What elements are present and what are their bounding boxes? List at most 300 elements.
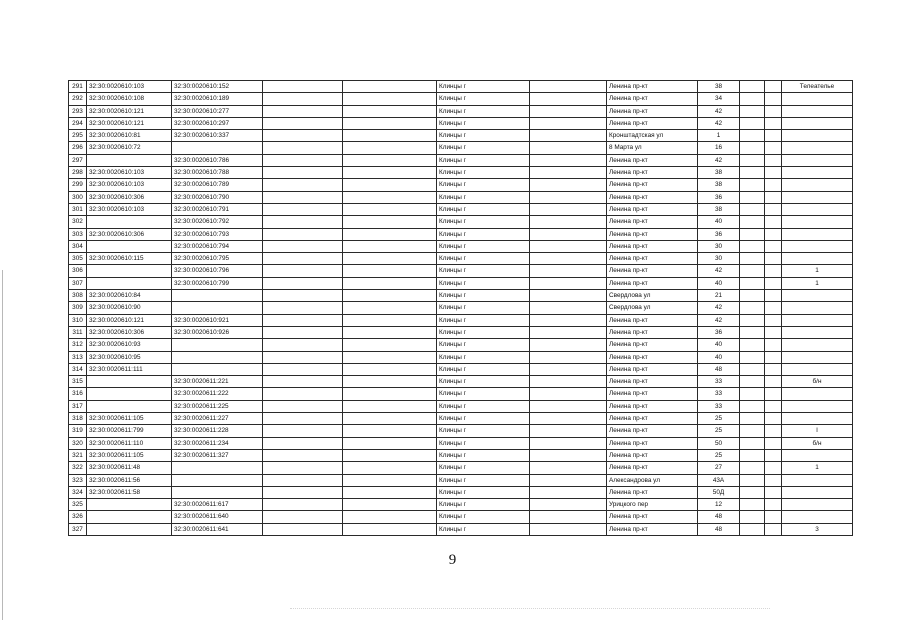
empty-cell (343, 228, 437, 240)
empty-cell (263, 425, 343, 437)
city-cell: Клинцы г (437, 142, 530, 154)
row-number: 316 (69, 388, 87, 400)
street-cell: Ленина пр-кт (607, 253, 698, 265)
empty-cell (740, 253, 765, 265)
empty-cell (740, 437, 765, 449)
cadastral-number-2: 32:30:0020610:793 (172, 228, 263, 240)
street-cell: Ленина пр-кт (607, 93, 698, 105)
empty-cell (343, 413, 437, 425)
empty-cell (740, 216, 765, 228)
street-cell: Свердлова ул (607, 290, 698, 302)
cadastral-number-1: 32:30:0020610:103 (87, 167, 172, 179)
note-cell: I (782, 425, 853, 437)
table-row (69, 437, 853, 449)
empty-cell (263, 499, 343, 511)
cadastral-number-2: 32:30:0020611:225 (172, 400, 263, 412)
table-row (69, 253, 853, 265)
empty-cell (740, 413, 765, 425)
empty-cell (530, 277, 607, 289)
city-cell: Клинцы г (437, 240, 530, 252)
note-cell (782, 179, 853, 191)
house-cell: 27 (698, 462, 740, 474)
cadastral-number-2: 32:30:0020611:222 (172, 388, 263, 400)
empty-cell (765, 314, 782, 326)
empty-cell (530, 265, 607, 277)
street-cell: Кронштадтская ул (607, 130, 698, 142)
cadastral-number-1: 32:30:0020610:93 (87, 339, 172, 351)
empty-cell (343, 240, 437, 252)
cadastral-number-1 (87, 511, 172, 523)
table-row (69, 425, 853, 437)
empty-cell (530, 351, 607, 363)
empty-cell (343, 290, 437, 302)
street-cell: Ленина пр-кт (607, 154, 698, 166)
empty-cell (343, 326, 437, 338)
city-cell: Клинцы г (437, 462, 530, 474)
cadastral-number-2 (172, 290, 263, 302)
empty-cell (765, 413, 782, 425)
table-row (69, 93, 853, 105)
city-cell: Клинцы г (437, 253, 530, 265)
table-row (69, 105, 853, 117)
street-cell: Ленина пр-кт (607, 191, 698, 203)
cadastral-number-1: 32:30:0020610:103 (87, 179, 172, 191)
empty-cell (263, 314, 343, 326)
cadastral-number-1: 32:30:0020610:306 (87, 191, 172, 203)
cadastral-number-1: 32:30:0020610:103 (87, 203, 172, 215)
row-number: 291 (69, 81, 87, 93)
empty-cell (765, 486, 782, 498)
empty-cell (343, 167, 437, 179)
empty-cell (765, 142, 782, 154)
empty-cell (343, 437, 437, 449)
cadastral-number-2: 32:30:0020610:152 (172, 81, 263, 93)
row-number: 326 (69, 511, 87, 523)
note-cell (782, 203, 853, 215)
city-cell: Клинцы г (437, 339, 530, 351)
empty-cell (740, 474, 765, 486)
street-cell: Ленина пр-кт (607, 462, 698, 474)
empty-cell (263, 511, 343, 523)
house-cell: 25 (698, 425, 740, 437)
cadastral-number-2 (172, 363, 263, 375)
city-cell: Клинцы г (437, 363, 530, 375)
empty-cell (765, 117, 782, 129)
street-cell: Ленина пр-кт (607, 228, 698, 240)
row-number: 311 (69, 326, 87, 338)
table-row (69, 363, 853, 375)
row-number: 319 (69, 425, 87, 437)
empty-cell (263, 302, 343, 314)
city-cell: Клинцы г (437, 511, 530, 523)
house-cell: 33 (698, 400, 740, 412)
row-number: 302 (69, 216, 87, 228)
empty-cell (740, 167, 765, 179)
empty-cell (740, 511, 765, 523)
city-cell: Клинцы г (437, 203, 530, 215)
table-row (69, 449, 853, 461)
empty-cell (740, 326, 765, 338)
empty-cell (263, 154, 343, 166)
empty-cell (343, 462, 437, 474)
empty-cell (530, 474, 607, 486)
empty-cell (343, 265, 437, 277)
row-number: 322 (69, 462, 87, 474)
street-cell: Ленина пр-кт (607, 339, 698, 351)
empty-cell (263, 351, 343, 363)
empty-cell (263, 449, 343, 461)
empty-cell (765, 339, 782, 351)
house-cell: 42 (698, 314, 740, 326)
cadastral-number-1: 32:30:0020611:48 (87, 462, 172, 474)
row-number: 318 (69, 413, 87, 425)
empty-cell (740, 486, 765, 498)
empty-cell (263, 81, 343, 93)
house-cell: 48 (698, 363, 740, 375)
table-row (69, 179, 853, 191)
empty-cell (740, 499, 765, 511)
note-cell: б/н (782, 376, 853, 388)
empty-cell (530, 105, 607, 117)
empty-cell (530, 191, 607, 203)
empty-cell (263, 486, 343, 498)
empty-cell (530, 363, 607, 375)
empty-cell (765, 462, 782, 474)
empty-cell (740, 142, 765, 154)
empty-cell (740, 449, 765, 461)
registry-body (69, 81, 853, 536)
cadastral-number-2: 32:30:0020610:786 (172, 154, 263, 166)
row-number: 292 (69, 93, 87, 105)
cadastral-number-2 (172, 142, 263, 154)
street-cell: 8 Марта ул (607, 142, 698, 154)
empty-cell (343, 191, 437, 203)
cadastral-number-1 (87, 265, 172, 277)
city-cell: Клинцы г (437, 388, 530, 400)
city-cell: Клинцы г (437, 314, 530, 326)
house-cell: 16 (698, 142, 740, 154)
empty-cell (530, 388, 607, 400)
street-cell: Ленина пр-кт (607, 240, 698, 252)
house-cell: 38 (698, 81, 740, 93)
empty-cell (343, 179, 437, 191)
empty-cell (765, 191, 782, 203)
empty-cell (343, 216, 437, 228)
street-cell: Ленина пр-кт (607, 511, 698, 523)
table-row (69, 142, 853, 154)
empty-cell (343, 302, 437, 314)
empty-cell (530, 240, 607, 252)
empty-cell (765, 449, 782, 461)
row-number: 301 (69, 203, 87, 215)
empty-cell (263, 93, 343, 105)
empty-cell (343, 154, 437, 166)
street-cell: Ленина пр-кт (607, 326, 698, 338)
city-cell: Клинцы г (437, 425, 530, 437)
note-cell (782, 130, 853, 142)
cadastral-number-2: 32:30:0020610:921 (172, 314, 263, 326)
house-cell: 42 (698, 117, 740, 129)
empty-cell (765, 474, 782, 486)
table-row (69, 388, 853, 400)
empty-cell (343, 142, 437, 154)
empty-cell (765, 388, 782, 400)
table-row (69, 351, 853, 363)
cadastral-number-1: 32:30:0020610:103 (87, 81, 172, 93)
city-cell: Клинцы г (437, 167, 530, 179)
empty-cell (343, 449, 437, 461)
empty-cell (530, 203, 607, 215)
street-cell: Александрова ул (607, 474, 698, 486)
city-cell: Клинцы г (437, 216, 530, 228)
street-cell: Ленина пр-кт (607, 376, 698, 388)
page-number: 9 (448, 552, 457, 568)
empty-cell (740, 191, 765, 203)
row-number: 321 (69, 449, 87, 461)
table-row (69, 130, 853, 142)
empty-cell (765, 167, 782, 179)
street-cell: Свердлова ул (607, 302, 698, 314)
cadastral-number-1: 32:30:0020610:81 (87, 130, 172, 142)
table-row (69, 302, 853, 314)
note-cell: 1 (782, 265, 853, 277)
cadastral-number-2: 32:30:0020611:617 (172, 499, 263, 511)
house-cell: 50 (698, 437, 740, 449)
empty-cell (530, 216, 607, 228)
city-cell: Клинцы г (437, 302, 530, 314)
row-number: 297 (69, 154, 87, 166)
empty-cell (765, 105, 782, 117)
table-row (69, 167, 853, 179)
table-row (69, 314, 853, 326)
cadastral-number-2: 32:30:0020611:228 (172, 425, 263, 437)
empty-cell (263, 462, 343, 474)
table-row (69, 339, 853, 351)
empty-cell (343, 339, 437, 351)
empty-cell (263, 363, 343, 375)
empty-cell (343, 314, 437, 326)
empty-cell (530, 130, 607, 142)
table-row (69, 511, 853, 523)
scan-artifact-line (290, 608, 770, 611)
empty-cell (740, 302, 765, 314)
city-cell: Клинцы г (437, 105, 530, 117)
note-cell (782, 167, 853, 179)
street-cell: Ленина пр-кт (607, 179, 698, 191)
empty-cell (765, 179, 782, 191)
cadastral-number-2: 32:30:0020610:795 (172, 253, 263, 265)
house-cell: 48 (698, 511, 740, 523)
empty-cell (263, 388, 343, 400)
cadastral-number-2: 32:30:0020610:277 (172, 105, 263, 117)
row-number: 303 (69, 228, 87, 240)
row-number: 315 (69, 376, 87, 388)
cadastral-number-1: 32:30:0020611:799 (87, 425, 172, 437)
empty-cell (765, 425, 782, 437)
house-cell: 25 (698, 449, 740, 461)
city-cell: Клинцы г (437, 179, 530, 191)
street-cell: Ленина пр-кт (607, 413, 698, 425)
cadastral-number-2: 32:30:0020610:189 (172, 93, 263, 105)
city-cell: Клинцы г (437, 499, 530, 511)
note-cell: Телеателье (782, 81, 853, 93)
empty-cell (343, 130, 437, 142)
empty-cell (343, 523, 437, 535)
row-number: 309 (69, 302, 87, 314)
empty-cell (263, 228, 343, 240)
note-cell (782, 474, 853, 486)
empty-cell (530, 314, 607, 326)
note-cell (782, 400, 853, 412)
street-cell: Ленина пр-кт (607, 117, 698, 129)
empty-cell (765, 363, 782, 375)
cadastral-number-2: 32:30:0020610:796 (172, 265, 263, 277)
street-cell: Ленина пр-кт (607, 388, 698, 400)
empty-cell (740, 81, 765, 93)
empty-cell (343, 474, 437, 486)
empty-cell (263, 117, 343, 129)
row-number: 300 (69, 191, 87, 203)
table-row (69, 474, 853, 486)
house-cell: 50Д (698, 486, 740, 498)
city-cell: Клинцы г (437, 351, 530, 363)
empty-cell (765, 81, 782, 93)
note-cell (782, 191, 853, 203)
empty-cell (740, 400, 765, 412)
empty-cell (343, 486, 437, 498)
empty-cell (263, 167, 343, 179)
empty-cell (343, 93, 437, 105)
empty-cell (530, 425, 607, 437)
note-cell (782, 240, 853, 252)
empty-cell (740, 339, 765, 351)
house-cell: 30 (698, 253, 740, 265)
house-cell: 42 (698, 302, 740, 314)
cadastral-number-2 (172, 462, 263, 474)
cadastral-number-2: 32:30:0020610:297 (172, 117, 263, 129)
note-cell: б/н (782, 437, 853, 449)
house-cell: 40 (698, 216, 740, 228)
empty-cell (530, 81, 607, 93)
empty-cell (765, 228, 782, 240)
city-cell: Клинцы г (437, 437, 530, 449)
street-cell: Ленина пр-кт (607, 425, 698, 437)
house-cell: 33 (698, 376, 740, 388)
empty-cell (263, 130, 343, 142)
cadastral-number-1 (87, 400, 172, 412)
house-cell: 48 (698, 523, 740, 535)
table-row (69, 462, 853, 474)
street-cell: Ленина пр-кт (607, 363, 698, 375)
empty-cell (530, 179, 607, 191)
note-cell (782, 216, 853, 228)
street-cell: Ленина пр-кт (607, 105, 698, 117)
table-row (69, 240, 853, 252)
row-number: 310 (69, 314, 87, 326)
empty-cell (530, 253, 607, 265)
empty-cell (765, 302, 782, 314)
empty-cell (263, 339, 343, 351)
city-cell: Клинцы г (437, 191, 530, 203)
street-cell: Ленина пр-кт (607, 437, 698, 449)
table-row (69, 277, 853, 289)
empty-cell (343, 203, 437, 215)
city-cell: Клинцы г (437, 93, 530, 105)
city-cell: Клинцы г (437, 277, 530, 289)
empty-cell (343, 351, 437, 363)
cadastral-number-2: 32:30:0020610:789 (172, 179, 263, 191)
row-number: 323 (69, 474, 87, 486)
empty-cell (740, 265, 765, 277)
house-cell: 42 (698, 105, 740, 117)
house-cell: 40 (698, 339, 740, 351)
table-row (69, 117, 853, 129)
cadastral-number-2: 32:30:0020611:227 (172, 413, 263, 425)
note-cell (782, 363, 853, 375)
city-cell: Клинцы г (437, 265, 530, 277)
house-cell: 40 (698, 351, 740, 363)
empty-cell (263, 523, 343, 535)
empty-cell (765, 130, 782, 142)
cadastral-number-2: 32:30:0020611:221 (172, 376, 263, 388)
empty-cell (263, 376, 343, 388)
street-cell: Ленина пр-кт (607, 167, 698, 179)
cadastral-number-1 (87, 388, 172, 400)
cadastral-number-2: 32:30:0020611:640 (172, 511, 263, 523)
empty-cell (263, 474, 343, 486)
cadastral-number-2: 32:30:0020610:792 (172, 216, 263, 228)
empty-cell (263, 191, 343, 203)
house-cell: 38 (698, 167, 740, 179)
row-number: 313 (69, 351, 87, 363)
empty-cell (343, 253, 437, 265)
cadastral-number-2: 32:30:0020610:799 (172, 277, 263, 289)
table-row (69, 154, 853, 166)
empty-cell (343, 511, 437, 523)
empty-cell (765, 265, 782, 277)
row-number: 299 (69, 179, 87, 191)
empty-cell (530, 290, 607, 302)
row-number: 308 (69, 290, 87, 302)
empty-cell (343, 277, 437, 289)
city-cell: Клинцы г (437, 81, 530, 93)
row-number: 304 (69, 240, 87, 252)
cadastral-number-2: 32:30:0020611:641 (172, 523, 263, 535)
cadastral-number-2: 32:30:0020611:234 (172, 437, 263, 449)
empty-cell (530, 523, 607, 535)
cadastral-number-2 (172, 486, 263, 498)
street-cell: Ленина пр-кт (607, 265, 698, 277)
empty-cell (343, 400, 437, 412)
empty-cell (263, 179, 343, 191)
table-row (69, 203, 853, 215)
row-number: 305 (69, 253, 87, 265)
empty-cell (765, 523, 782, 535)
house-cell: 30 (698, 240, 740, 252)
empty-cell (263, 277, 343, 289)
empty-cell (343, 81, 437, 93)
row-number: 306 (69, 265, 87, 277)
empty-cell (530, 142, 607, 154)
empty-cell (530, 511, 607, 523)
house-cell: 42 (698, 265, 740, 277)
empty-cell (765, 400, 782, 412)
note-cell (782, 302, 853, 314)
cadastral-number-2: 32:30:0020610:337 (172, 130, 263, 142)
empty-cell (530, 449, 607, 461)
empty-cell (740, 179, 765, 191)
table-row (69, 499, 853, 511)
